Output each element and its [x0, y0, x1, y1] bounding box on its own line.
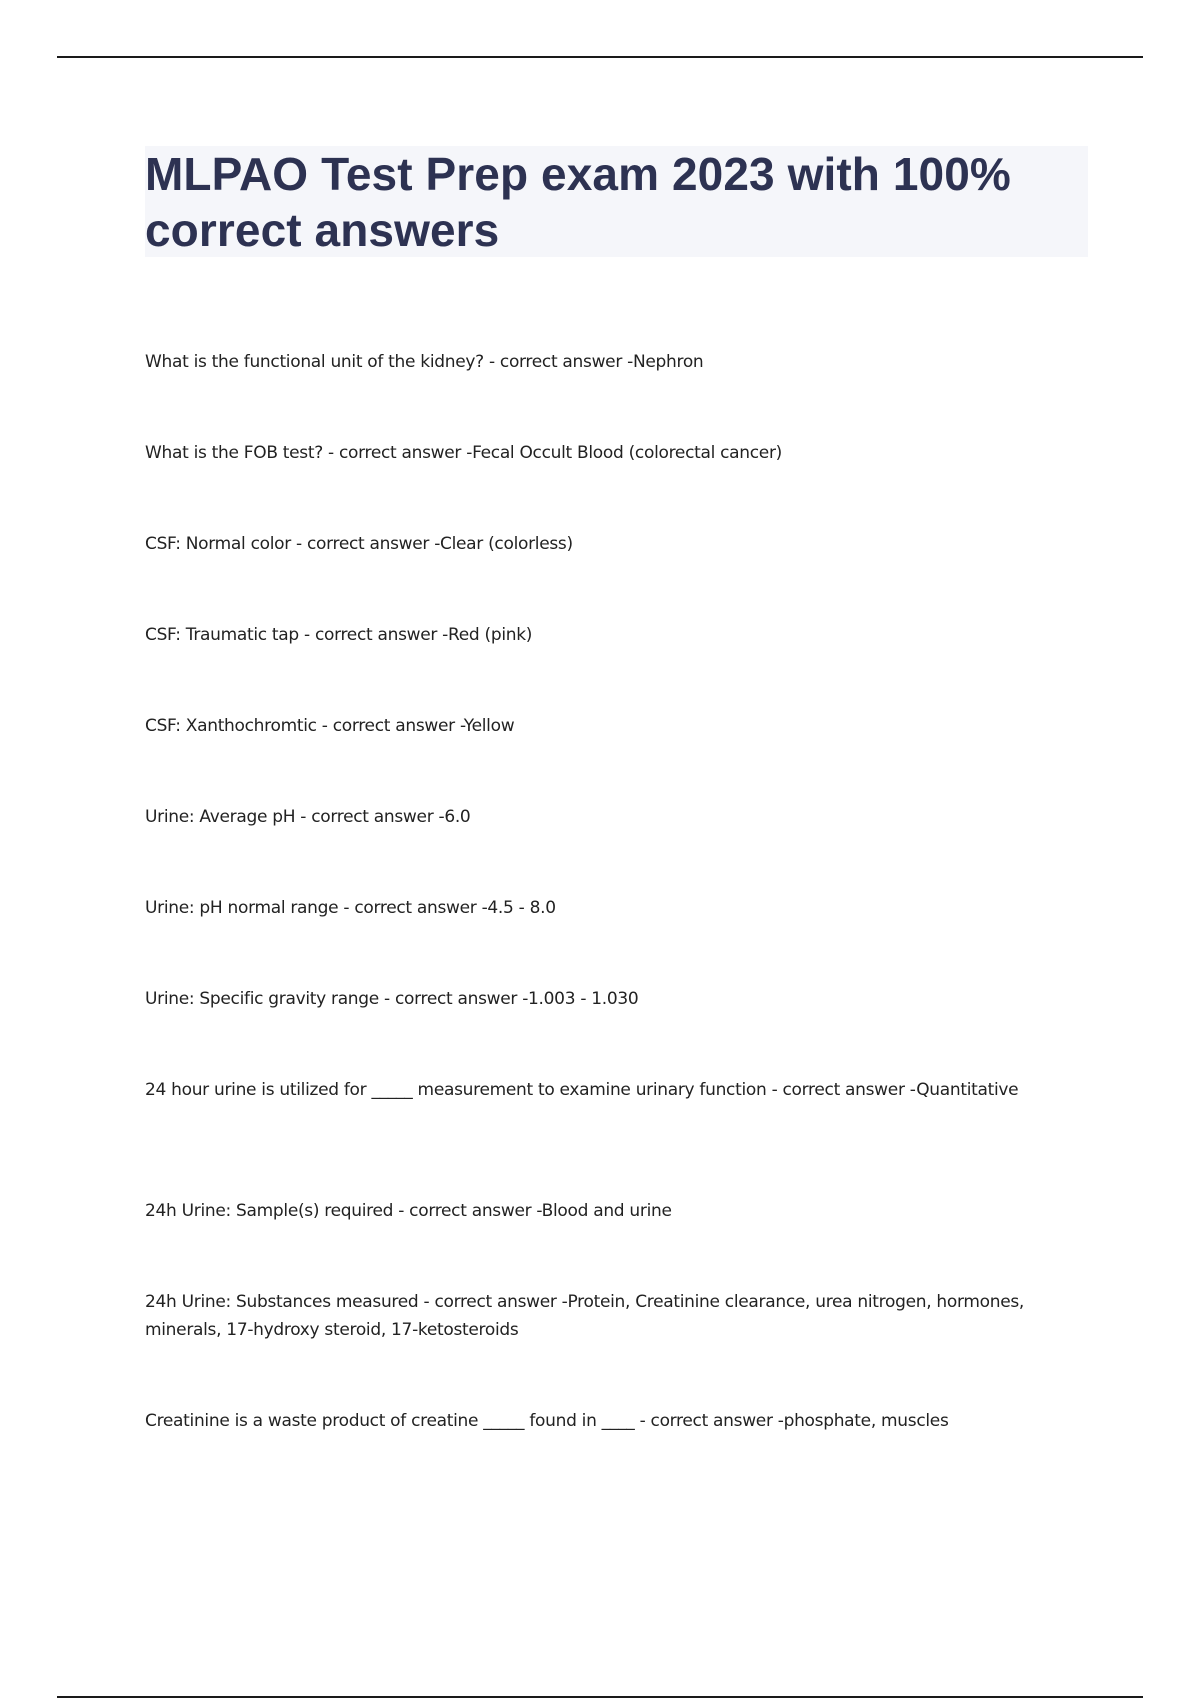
qa-item: Urine: Specific gravity range - correct answer -1.003 - 1.030 — [145, 989, 639, 1009]
qa-item: 24h Urine: Sample(s) required - correct answer -Blood and urine — [145, 1201, 672, 1221]
qa-item: 24 hour urine is utilized for _____ measurement to examine urinary function - correct answer -Quantitative — [145, 1080, 1019, 1100]
top-rule — [57, 56, 1143, 58]
qa-item: What is the functional unit of the kidney? - correct answer -Nephron — [145, 352, 704, 372]
title-block — [145, 146, 1088, 257]
qa-item: Creatinine is a waste product of creatine _____ found in ____ - correct answer -phosphate, muscles — [145, 1411, 949, 1431]
qa-item: What is the FOB test? - correct answer -Fecal Occult Blood (colorectal cancer) — [145, 443, 782, 463]
qa-item: CSF: Traumatic tap - correct answer -Red (pink) — [145, 625, 533, 645]
qa-item: 24h Urine: Substances measured - correct answer -Protein, Creatinine clearance, urea nitrogen, hormones, minerals, 17-hydroxy steroid, 17-ketosteroids — [145, 1292, 1025, 1340]
qa-item: CSF: Normal color - correct answer -Clear (colorless) — [145, 534, 573, 554]
qa-item: Urine: pH normal range - correct answer -4.5 - 8.0 — [145, 898, 556, 918]
qa-item: Urine: Average pH - correct answer -6.0 — [145, 807, 471, 827]
document-title: MLPAO Test Prep exam 2023 with 100% correct answers — [145, 148, 1011, 256]
qa-item: CSF: Xanthochromtic - correct answer -Yellow — [145, 716, 515, 736]
bottom-rule — [57, 1696, 1143, 1698]
